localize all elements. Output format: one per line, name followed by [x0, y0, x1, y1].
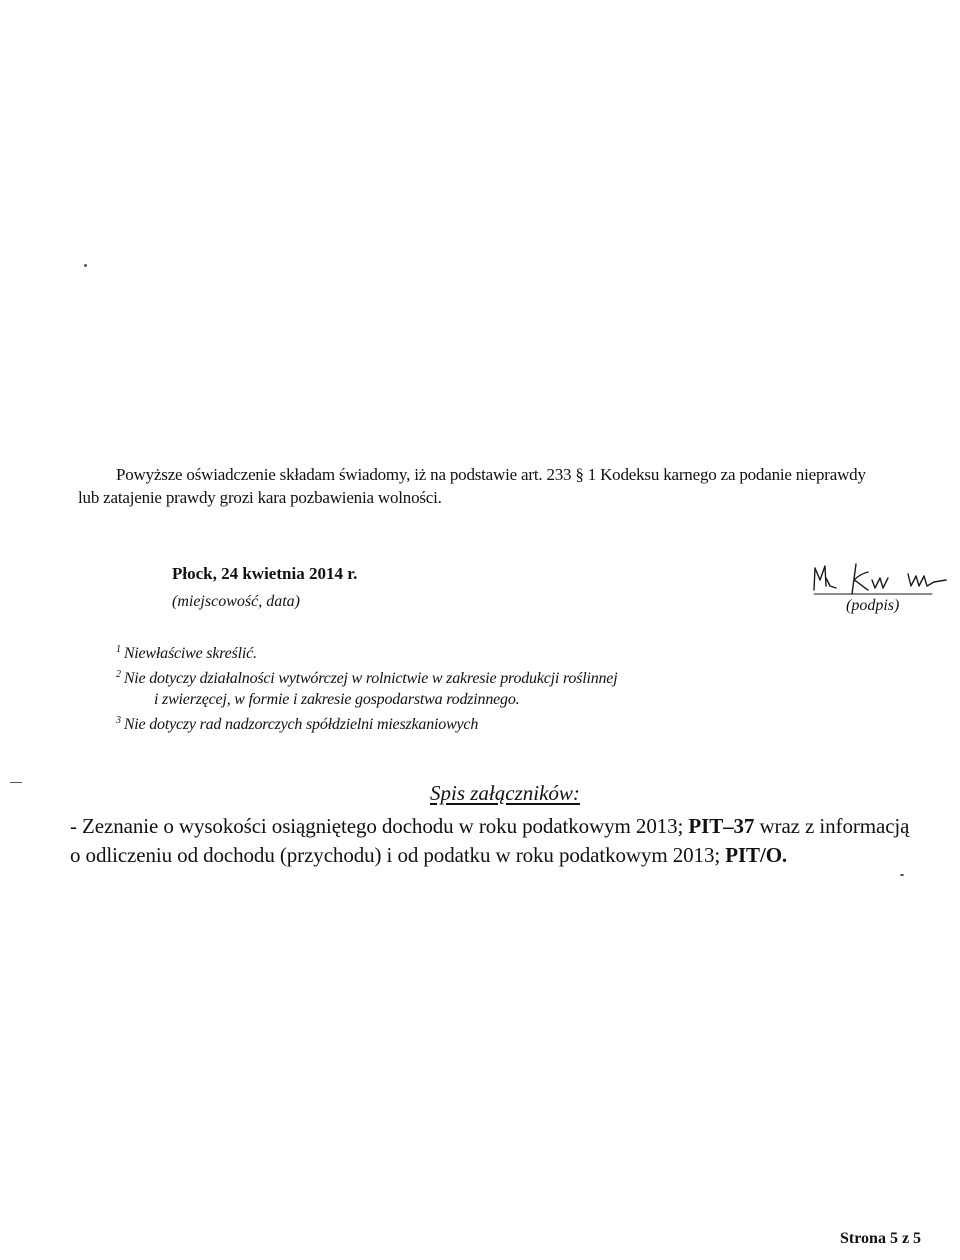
- footnote-text: Niewłaściwe skreślić.: [123, 645, 257, 662]
- footnotes: [116, 639, 936, 735]
- handwritten-signature: [812, 560, 952, 600]
- scan-speck: [900, 874, 904, 876]
- footnote-2-continuation: i zwierzęcej, w formie i zakresie gospodarstwa rodzinnego.: [154, 691, 520, 708]
- scan-speck: [84, 264, 87, 267]
- footnote-1: [116, 639, 936, 664]
- footnote-mark: 2: [116, 669, 121, 680]
- footnote-2: [116, 664, 936, 689]
- attachment-line-1: - Zeznanie o wysokości osiągniętego dochodu w roku podatkowym 2013; PIT–37 wraz z informacją: [70, 814, 910, 838]
- declaration-line-1: Powyższe oświadczenie składam świadomy, iż na podstawie art. 233 § 1 Kodeksu karnego za podanie nieprawdy: [116, 465, 866, 484]
- form-code: PIT/O.: [725, 843, 788, 867]
- attachments-list: [70, 812, 950, 870]
- signature-caption: (podpis): [846, 597, 900, 614]
- page-number: Strona 5 z 5: [840, 1230, 922, 1247]
- place-date-value: Płock, 24 kwietnia 2014 r.: [172, 564, 358, 583]
- footnote-mark: 3: [116, 715, 121, 726]
- attachments-title: Spis załączników:: [430, 781, 580, 805]
- declaration-line-2: lub zatajenie prawdy grozi kara pozbawienia wolności.: [78, 488, 442, 507]
- declaration-paragraph: [78, 463, 938, 509]
- form-code: PIT–37: [688, 814, 755, 838]
- attachment-line-2: o odliczeniu od dochodu (przychodu) i od podatku w roku podatkowym 2013; PIT/O.: [70, 843, 788, 867]
- scan-speck: [10, 782, 22, 783]
- footnote-text: Nie dotyczy rad nadzorczych spółdzielni mieszkaniowych: [123, 716, 479, 733]
- place-date-caption: (miejscowość, data): [172, 593, 300, 610]
- footnote-3: [116, 710, 936, 735]
- footnote-text: Nie dotyczy działalności wytwórczej w rolnictwie w zakresie produkcji roślinnej: [123, 670, 618, 687]
- footnote-mark: 1: [116, 644, 121, 655]
